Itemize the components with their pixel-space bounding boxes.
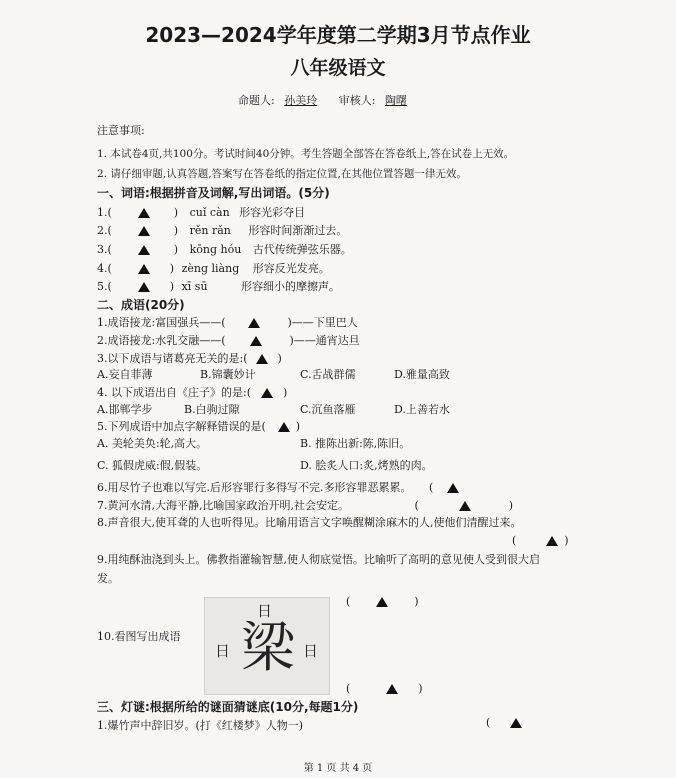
exam-page: 2023—2024学年度第二学期3月节点作业 八年级语文 命题人: 孙美玲 审核人: 陶曙 注意事项: 1. 本试卷4页,共100分。考试时间40分钟。考生答题全部答在答卷纸上,答在试卷上无效。 2. 请仔细审题,认真答题,答案写在答卷纸的指定位置,在其他位置答题一律无效。 一、词语:根据拼音及词解,写出词语。(5分) 1.( ) cuǐ càn 形容光彩夺目 2.( ) rěn rǎn 形容时间渐渐过去。 3.( ) kōng hóu 古代传统弹弦乐器。 4.( ) zèng liàng 形容反光发亮。 5.( ) xī sū 形容细小的摩擦声。 二、成语(20分) 1.成语接龙:富国强兵——( )——下里巴人 2.成语接龙:水乳交融——( )——通宵达旦 3.以下成语与诸葛亮无关的是:( ) A.妄自菲薄 B.锦囊妙计 C.舌战群儒 D.雅量高致 4. 以下成语出自《庄子》的是:( ) A.邯郸学步 B.白驹过隙 C.沉鱼落雁 D.上善若水 5.下列成语中加点字解释错误的是( ) A. 美轮美奂:轮,高大。 B. 推陈出新:陈,陈旧。 C. 狐假虎威:假,假装。 D. 脍炙人口:炙,烤熟的肉。 6.用尽竹子也难以写完.后形容罪行多得写不完.多形容罪恶累累。 ( 7.黄河水清,大海平静,比喻国家政治开明,社会安定。 ( ) 8.声音很大,使耳聋的人也听得见。比喻用语言文字唤醒糊涂麻木的人,使他们清醒过来。 ( ) 9.用纯酥油浇到头上。佛教指灌输智慧,使人彻底觉悟。比喻听了高明的意见使人受到很大启 发。 ( ) 10.看图写出成语 日 日 梁 日 ( ) 三、灯谜:根据所给的谜面猜谜底(10分,每题1分) 1.爆竹声中辞旧岁。(打《红楼梦》人物一) ( 第 1 页 共 4 页 xyxy=(0,0,676,778)
author-name: 孙美玲 xyxy=(284,94,318,107)
answer-marker-icon xyxy=(138,226,150,236)
answer-marker-icon xyxy=(248,318,260,328)
page-footer: 第 1 页 共 4 页 xyxy=(303,763,373,774)
section-3-heading: 三、灯谜:根据所给的谜面猜谜底(10分,每题1分) xyxy=(97,700,359,714)
section-2-heading: 二、成语(20分) xyxy=(97,298,185,312)
idiom-q9: 9.用纯酥油浇到头上。佛教指灌输智慧,使人彻底觉悟。比喻听了高明的意见使人受到很大启 xyxy=(97,553,540,566)
section-1-heading: 一、词语:根据拼音及词解,写出词语。(5分) xyxy=(97,186,330,200)
answer-marker-icon xyxy=(138,264,150,274)
item-definition: 形容时间渐渐过去。 xyxy=(248,224,348,237)
idiom-q1: 1.成语接龙:富国强兵——( )——下里巴人 xyxy=(97,316,358,329)
vocab-item-3 xyxy=(97,243,352,257)
author-line xyxy=(238,94,407,108)
item-pinyin: rěn rǎn xyxy=(189,224,231,237)
idiom-q5: 5.下列成语中加点字解释错误的是( ) xyxy=(97,420,301,433)
item-close: ) xyxy=(173,243,179,256)
idiom-q9-answer: ( ) xyxy=(346,595,419,608)
picture-small-char-top: 日 xyxy=(257,602,273,620)
item-close: ) xyxy=(169,262,175,275)
answer-marker-icon xyxy=(138,208,150,218)
vocab-item-4 xyxy=(97,262,330,276)
note-2: 2. 请仔细审题,认真答题,答案写在答卷纸的指定位置,在其他位置答题一律无效。 xyxy=(97,168,467,180)
picture-small-char-right: 日 xyxy=(303,642,319,660)
riddle-q1: 1.爆竹声中辞旧岁。(打《红楼梦》人物一) xyxy=(97,719,304,732)
idiom-picture xyxy=(204,597,330,695)
author-label: 命题人: xyxy=(238,94,275,107)
item-definition: 形容光彩夺目 xyxy=(239,206,306,219)
idiom-q9-cont: 发。 xyxy=(97,572,119,585)
item-definition: 古代传统弹弦乐器。 xyxy=(252,243,352,256)
vocab-item-2 xyxy=(97,224,347,238)
idiom-q2: 2.成语接龙:水乳交融——( )——通宵达旦 xyxy=(97,334,360,347)
idiom-q8: 8.声音很大,使耳聋的人也听得见。比喻用语言文字唤醒糊涂麻木的人,使他们清醒过来。 xyxy=(97,516,522,529)
item-close: ) xyxy=(173,224,179,237)
item-number: 4.( xyxy=(97,262,112,275)
answer-marker-icon xyxy=(510,718,522,728)
answer-marker-icon xyxy=(138,245,150,255)
vocab-item-1 xyxy=(97,206,305,220)
riddle-q1-answer: ( xyxy=(486,716,522,730)
idiom-q10: 10.看图写出成语 xyxy=(97,630,181,643)
picture-small-char-left: 日 xyxy=(215,642,231,660)
item-pinyin: zèng liàng xyxy=(181,262,240,275)
answer-marker-icon xyxy=(261,388,273,398)
item-close: ) xyxy=(169,280,175,293)
vocab-item-5 xyxy=(97,280,340,294)
answer-marker-icon xyxy=(250,336,262,346)
answer-marker-icon xyxy=(376,597,388,607)
notes-heading: 注意事项: xyxy=(97,124,145,137)
answer-marker-icon xyxy=(546,536,558,546)
item-pinyin: xī sū xyxy=(181,280,208,293)
exam-title: 2023—2024学年度第二学期3月节点作业 xyxy=(145,23,531,47)
idiom-q4: 4. 以下成语出自《庄子》的是:( ) xyxy=(97,386,288,399)
idiom-q7: 7.黄河水清,大海平静,比喻国家政治开明,社会安定。 ( ) xyxy=(97,499,514,512)
item-definition: 形容细小的摩擦声。 xyxy=(241,280,341,293)
item-number: 1.( xyxy=(97,206,112,219)
item-number: 5.( xyxy=(97,280,112,293)
reviewer-name: 陶曙 xyxy=(384,94,407,107)
answer-marker-icon xyxy=(386,684,398,694)
answer-marker-icon xyxy=(447,483,459,493)
item-definition: 形容反光发亮。 xyxy=(252,262,330,275)
exam-subtitle: 八年级语文 xyxy=(290,57,386,79)
answer-marker-icon xyxy=(459,501,471,511)
item-pinyin: cuǐ càn xyxy=(189,206,230,219)
idiom-q6: 6.用尽竹子也难以写完.后形容罪行多得写不完.多形容罪恶累累。 ( xyxy=(97,481,459,495)
note-1: 1. 本试卷4页,共100分。考试时间40分钟。考生答题全部答在答卷纸上,答在试卷上无效。 xyxy=(97,148,515,160)
item-number: 2.( xyxy=(97,224,112,237)
item-number: 3.( xyxy=(97,243,112,256)
idiom-q3: 3.以下成语与诸葛亮无关的是:( ) xyxy=(97,352,282,365)
answer-marker-icon xyxy=(278,422,290,432)
idiom-q8-answer: ( ) xyxy=(512,534,569,547)
picture-big-char: 梁 xyxy=(241,616,295,679)
idiom-q10-answer: ( ) xyxy=(346,682,423,695)
answer-marker-icon xyxy=(138,282,150,292)
reviewer-label: 审核人: xyxy=(338,94,376,107)
item-pinyin: kōng hóu xyxy=(189,243,242,256)
answer-marker-icon xyxy=(256,354,268,364)
item-close: ) xyxy=(173,206,179,219)
